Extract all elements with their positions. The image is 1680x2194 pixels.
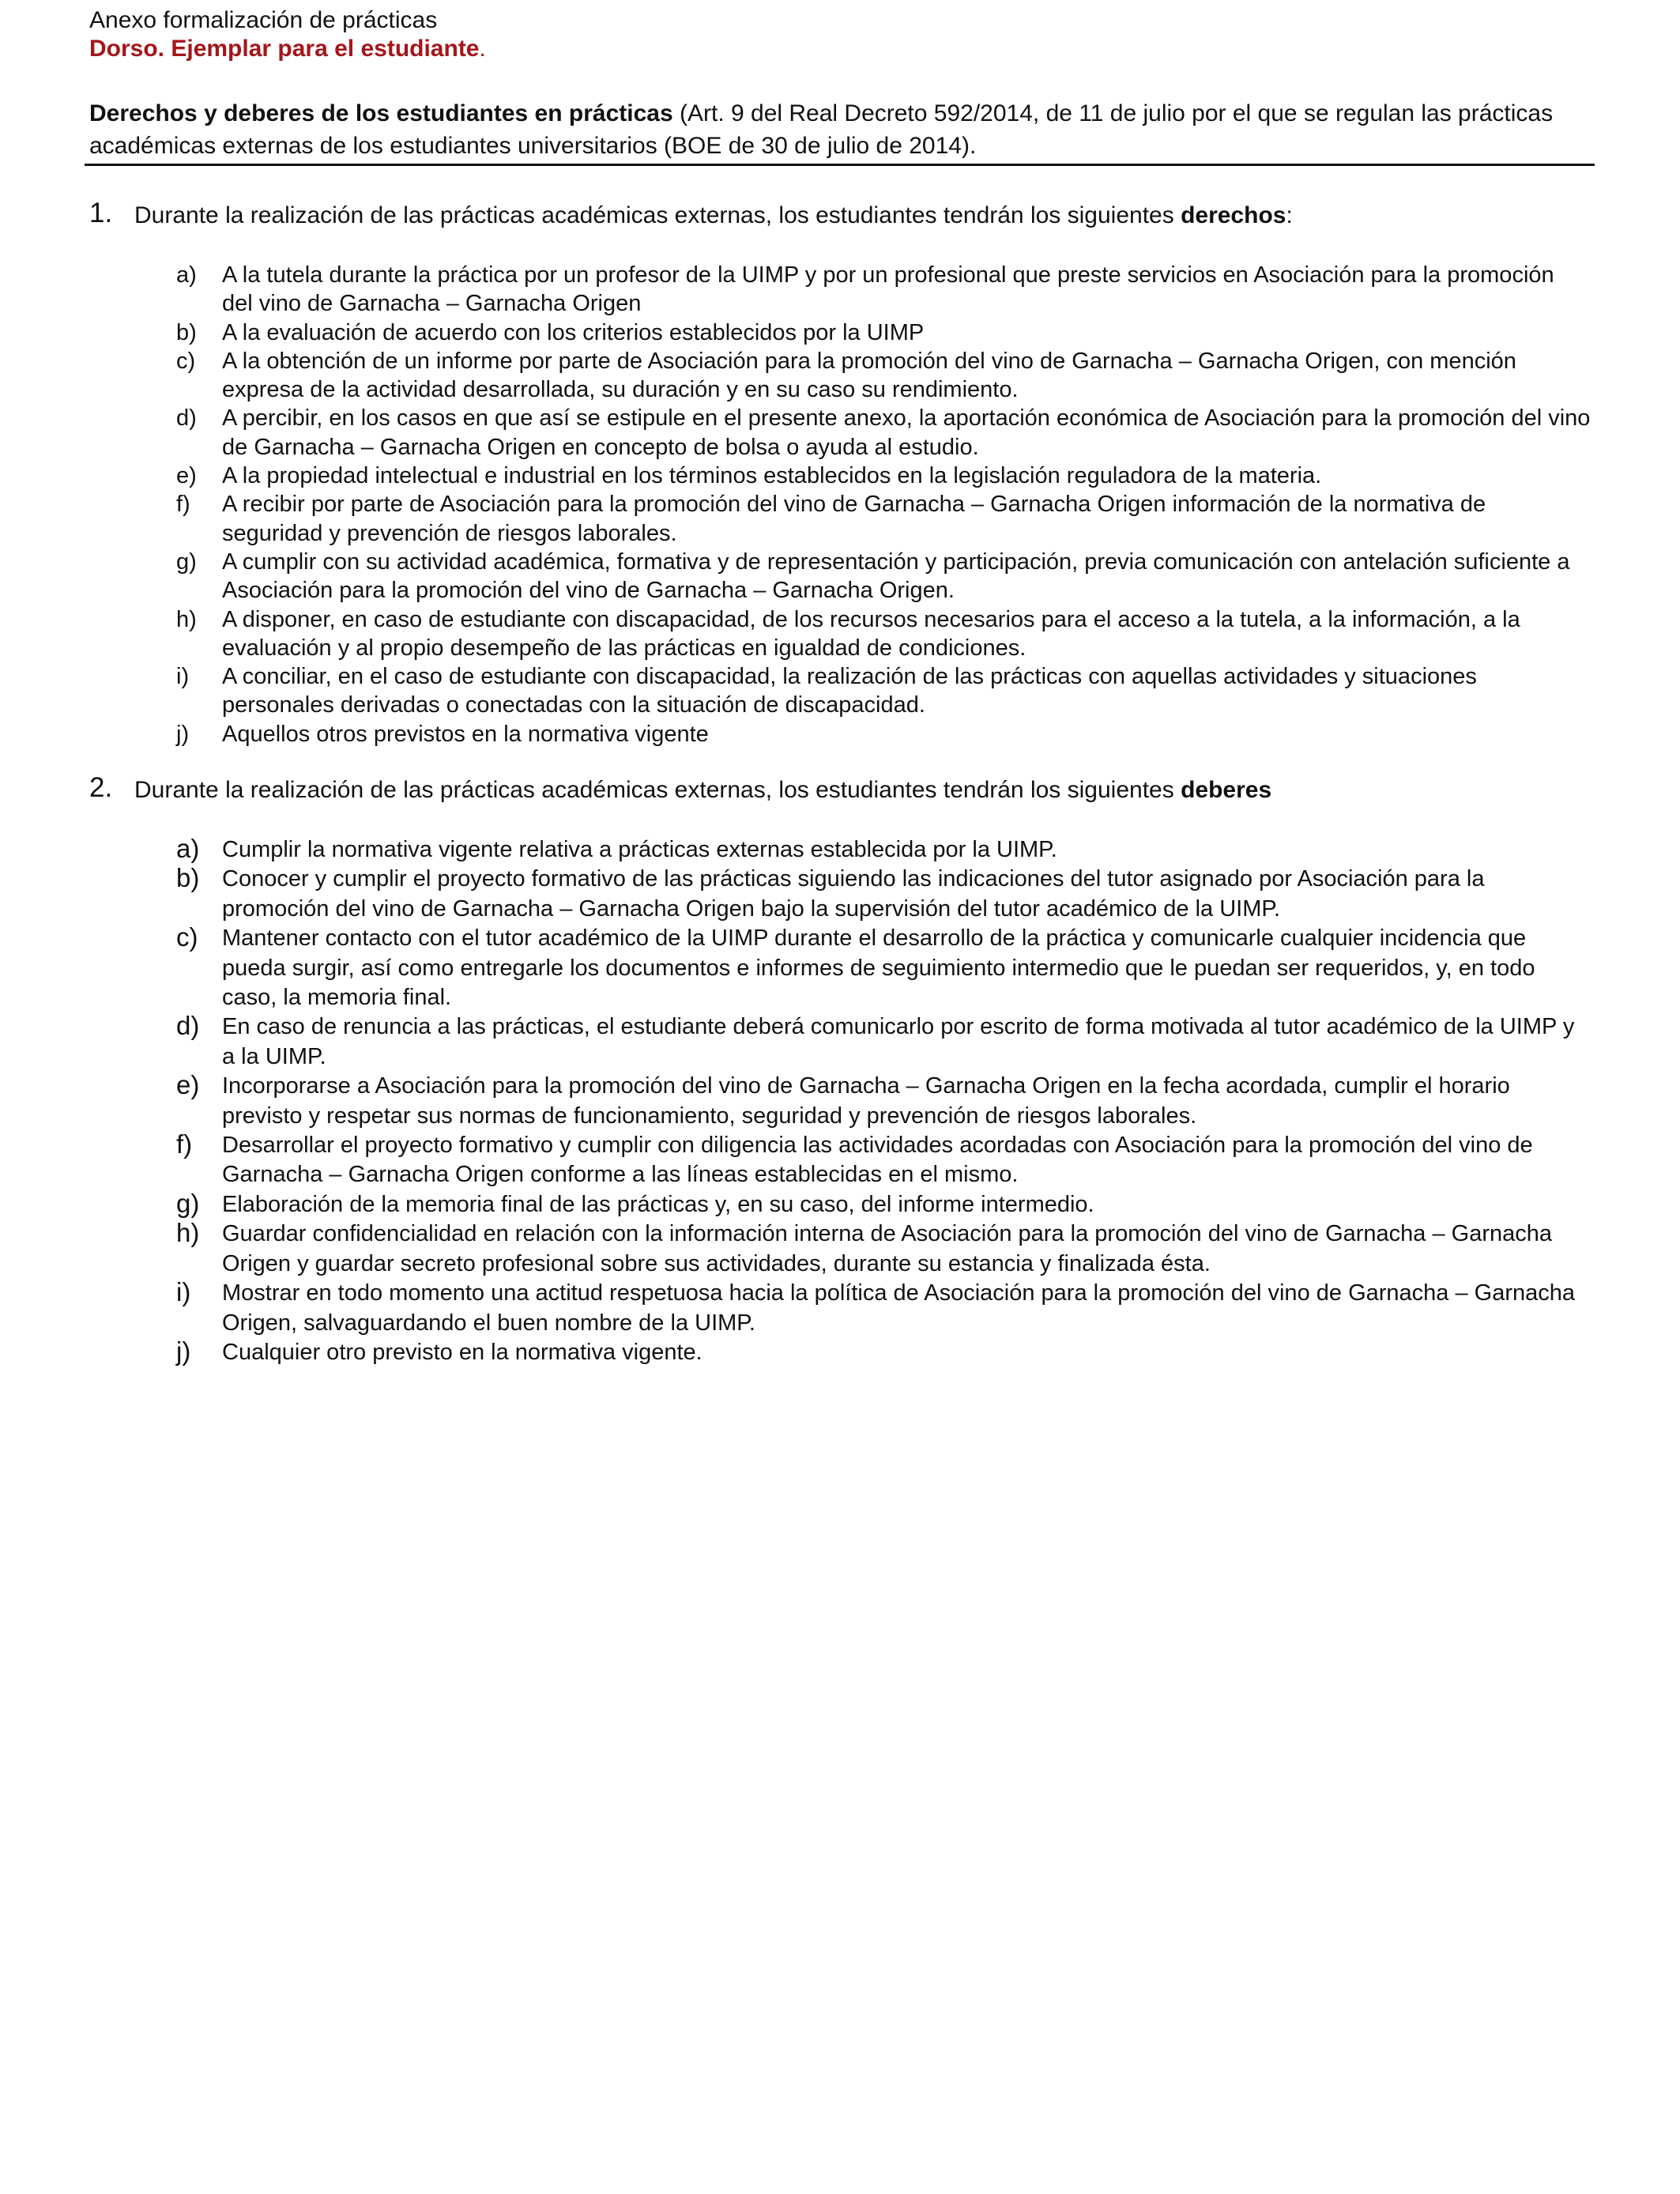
list-item-text: Conocer y cumplir el proyecto formativo de las prácticas siguiendo las indicaciones del tutor asignado por Asociación para la promoción del vino de Garnacha – Garnacha Origen bajo la supervisión del tutor académico de la UIMP. (222, 866, 1485, 922)
list-item (89, 462, 1591, 490)
list-item (89, 662, 1591, 720)
list-item (89, 1131, 1591, 1190)
rights-keyword: derechos (1181, 202, 1286, 228)
list-item-text: A la evaluación de acuerdo con los criterios establecidos por la UIMP (222, 319, 925, 345)
list-item-text: A la propiedad intelectual e industrial en los términos establecidos en la legislación reguladora de la materia. (222, 463, 1322, 489)
list-item-text: Mantener contacto con el tutor académico de la UIMP durante el desarrollo de la práctica y comunicarle cualquier incidencia que pueda surgir, así como entregarle los documentos e informes de seguimiento intermedio que le puedan ser requeridos, y, en todo caso, la memoria final. (222, 925, 1535, 1011)
list-item (89, 865, 1591, 924)
list-marker: g) (176, 1188, 200, 1218)
list-item-text: A cumplir con su actividad académica, formativa y de representación y participación, previa comunicación con antelación suficiente a Asociación para la promoción del vino de Garnacha – Garnacha Origen. (222, 548, 1570, 604)
list-item-text: A conciliar, en el caso de estudiante con discapacidad, la realización de las prácticas con aquellas actividades y situaciones personales derivadas o conectadas con la situación de discapacidad. (222, 664, 1477, 718)
copy-designation-text: Dorso. Ejemplar para el estudiante (89, 36, 480, 62)
list-marker: b) (176, 319, 197, 345)
list-item-text: A recibir por parte de Asociación para la promoción del vino de Garnacha – Garnacha Origen información de la normativa de seguridad y prevención de riesgos laborales. (222, 492, 1486, 546)
intro-paragraph (89, 97, 1591, 162)
list-item-text: Incorporarse a Asociación para la promoción del vino de Garnacha – Garnacha Origen en la fecha acordada, cumplir el horario previsto y respetar sus normas de funcionamiento, seguridad y prevención de riesgos laborales. (222, 1073, 1510, 1129)
list-marker: c) (176, 922, 198, 952)
rights-heading-colon: : (1286, 202, 1293, 228)
duties-heading (89, 772, 1591, 806)
list-item-text: En caso de renuncia a las prácticas, el estudiante deberá comunicarlo por escrito de forma motivada al tutor académico de la UIMP y a la UIMP. (222, 1014, 1575, 1069)
rights-heading (89, 200, 1591, 232)
list-item (89, 1338, 1591, 1367)
list-item (89, 1072, 1591, 1131)
duties-list (89, 835, 1591, 1367)
rights-heading-text: Durante la realización de las prácticas académicas externas, los estudiantes tendrán los siguientes (134, 202, 1181, 228)
list-item-text: Aquellos otros previstos en la normativa vigente (222, 721, 709, 747)
list-item-text: A percibir, en los casos en que así se estipule en el presente anexo, la aportación económica de Asociación para la promoción del vino de Garnacha – Garnacha Origen en concepto de bolsa o ayuda al estudio. (222, 405, 1591, 460)
duties-section (89, 772, 1591, 1367)
list-marker: h) (176, 1218, 200, 1248)
duties-keyword: deberes (1181, 777, 1272, 803)
list-item-text: Cualquier otro previsto en la normativa vigente. (222, 1339, 703, 1365)
list-item (89, 490, 1591, 548)
list-item (89, 1279, 1591, 1338)
duties-heading-text: Durante la realización de las prácticas académicas externas, los estudiantes tendrán los siguientes (134, 777, 1181, 803)
list-marker: e) (176, 1070, 200, 1100)
list-item (89, 404, 1591, 462)
list-marker: d) (176, 1011, 200, 1041)
list-item (89, 605, 1591, 663)
list-item-text: A la tutela durante la práctica por un profesor de la UIMP y por un profesional que preste servicios en Asociación para la promoción del vino de Garnacha – Garnacha Origen (222, 262, 1554, 317)
rights-list (89, 261, 1591, 748)
list-item (89, 347, 1591, 405)
rights-section (89, 200, 1591, 748)
list-item (89, 924, 1591, 1012)
list-marker: a) (176, 262, 197, 288)
list-marker: d) (176, 405, 197, 432)
section-number: 1. (89, 198, 113, 228)
list-marker: a) (176, 834, 200, 863)
list-item-text: Cumplir la normativa vigente relativa a prácticas externas establecida por la UIMP. (222, 837, 1057, 862)
copy-designation-dot: . (479, 36, 486, 62)
list-item-text: Guardar confidencialidad en relación con la información interna de Asociación para la promoción del vino de Garnacha – Garnacha Origen y guardar secreto profesional sobre sus actividades, durante su estancia y finalizada ésta. (222, 1221, 1553, 1276)
list-item (89, 261, 1591, 319)
intro-heading: Derechos y deberes de los estudiantes en prácticas (89, 100, 673, 126)
list-item (89, 1190, 1591, 1220)
header-divider (85, 164, 1595, 166)
list-marker: b) (176, 863, 200, 893)
list-marker: j) (176, 1336, 191, 1366)
list-marker: f) (176, 492, 190, 518)
list-marker: j) (176, 721, 190, 747)
list-marker: i) (176, 664, 190, 690)
list-marker: i) (176, 1277, 191, 1307)
list-item-text: A la obtención de un informe por parte de Asociación para la promoción del vino de Garnacha – Garnacha Origen, con mención expresa de la actividad desarrollada, su duración y en su caso su rendimiento. (222, 348, 1516, 403)
list-item (89, 1012, 1591, 1072)
section-number: 2. (89, 772, 113, 803)
annex-title: Anexo formalización de prácticas (89, 7, 438, 33)
list-marker: c) (176, 348, 196, 374)
list-item-text: A disponer, en caso de estudiante con discapacidad, de los recursos necesarios para el acceso a la tutela, a la información, a la evaluación y al propio desempeño de las prácticas en igualdad de condiciones. (222, 606, 1520, 661)
document-page (89, 6, 1591, 162)
list-marker: h) (176, 606, 197, 632)
list-marker: e) (176, 463, 197, 489)
list-item (89, 548, 1591, 605)
list-item (89, 1220, 1591, 1279)
intro-reference: (Art. 9 del Real Decreto 592/2014, de 11 de julio por el que se regulan las prácticas académicas externas de los estudiantes universitarios (BOE de 30 de julio de 2014). (89, 100, 1554, 159)
list-marker: g) (176, 548, 197, 575)
list-item (89, 720, 1591, 748)
list-item-text: Desarrollar el proyecto formativo y cumplir con diligencia las actividades acordadas con Asociación para la promoción del vino de Garnacha – Garnacha Origen conforme a las líneas establecidas en el mismo. (222, 1133, 1533, 1188)
list-item (89, 835, 1591, 865)
list-marker: f) (176, 1129, 193, 1159)
copy-designation (89, 35, 1591, 63)
list-item (89, 319, 1591, 347)
list-item-text: Mostrar en todo momento una actitud respetuosa hacia la política de Asociación para la promoción del vino de Garnacha – Garnacha Origen, salvaguardando el buen nombre de la UIMP. (222, 1280, 1576, 1336)
list-item-text: Elaboración de la memoria final de las prácticas y, en su caso, del informe intermedio. (222, 1191, 1094, 1217)
